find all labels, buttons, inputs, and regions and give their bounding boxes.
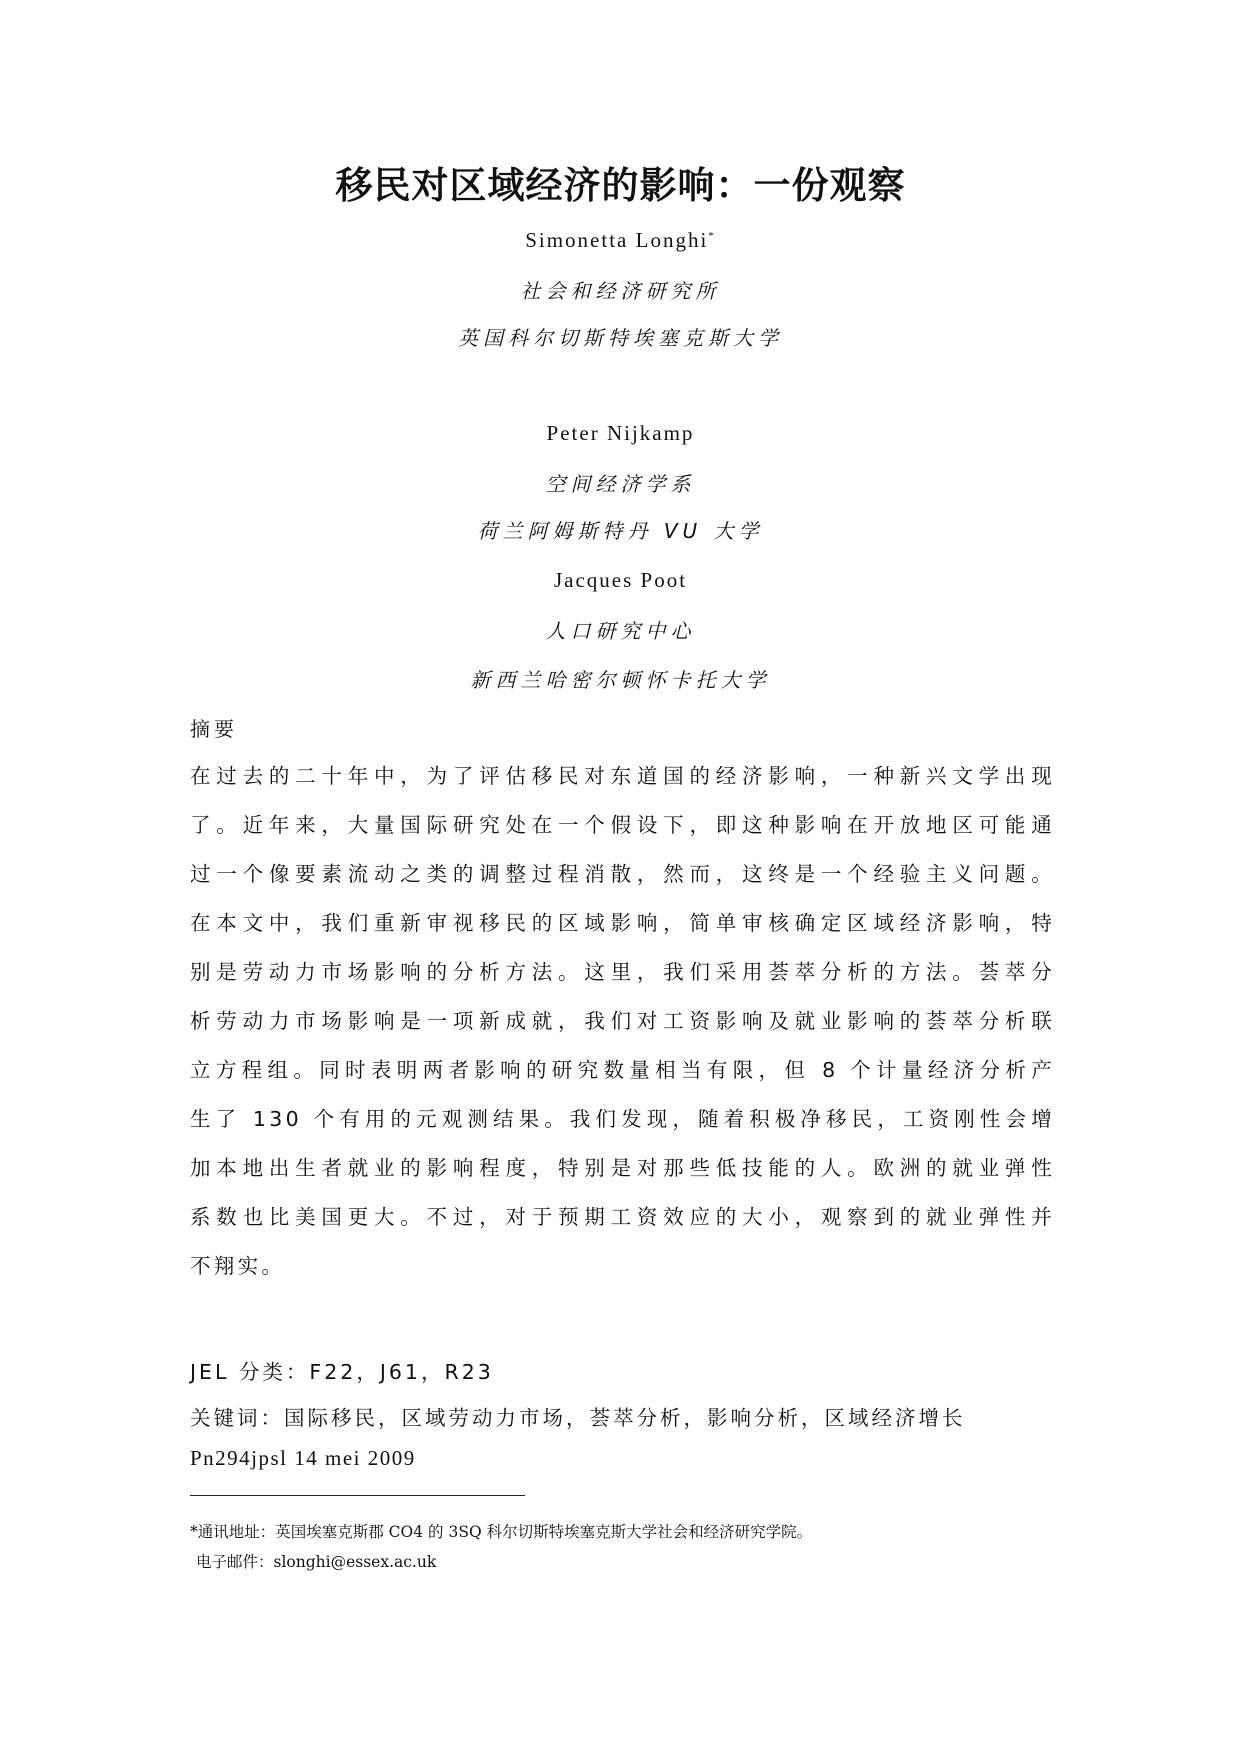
abstract-line: 别是劳动力市场影响的分析方法。这里，我们采用荟萃分析的方法。荟萃分 [190,960,1055,984]
paper-title: 移民对区域经济的影响：一份观察 [335,163,906,207]
author-1-institute: 社会和经济研究所 [520,279,721,303]
author-name-3: Jacques Poot [553,568,688,592]
abstract-heading: 摘要 [190,717,238,741]
author-name-2: Peter Nijkamp [546,421,695,445]
abstract-line: 在本文中，我们重新审视移民的区域影响，简单审核确定区域经济影响，特 [190,911,1055,935]
abstract-line: 加本地出生者就业的影响程度，特别是对那些低技能的人。欧洲的就业弹性 [190,1156,1055,1180]
author-2-university: 荷兰阿姆斯特丹 VU 大学 [477,519,764,543]
abstract-line: 立方程组。同时表明两者影响的研究数量相当有限，但 8 个计量经济分析产 [190,1058,1055,1082]
author-2-department: 空间经济学系 [545,472,696,496]
footnote-email: 电子邮件：slonghi@essex.ac.uk [196,1553,437,1571]
abstract-line: 析劳动力市场影响是一项新成就，我们对工资影响及就业影响的荟萃分析联 [190,1009,1055,1033]
abstract-body [190,752,1055,1291]
jel-classification: JEL 分类：F22，J61，R23 [190,1360,494,1384]
abstract-line: 系数也比美国更大。不过，对于预期工资效应的大小，观察到的就业弹性并 [190,1205,1055,1229]
author-1-university: 英国科尔切斯特埃塞克斯大学 [458,326,783,350]
date-line: Pn294jpsl 14 mei 2009 [190,1446,416,1470]
abstract-line: 在过去的二十年中，为了评估移民对东道国的经济影响，一种新兴文学出现 [190,764,1055,788]
abstract-line: 生了 130 个有用的元观测结果。我们发现，随着积极净移民，工资刚性会增 [190,1107,1055,1131]
abstract-line: 过一个像要素流动之类的调整过程消散，然而，这终是一个经验主义问题。 [190,862,1055,886]
author-name-1: Simonetta Longhi* [525,228,716,252]
author-3-center: 人口研究中心 [545,619,696,643]
abstract-line: 不翔实。 [190,1254,286,1278]
footnote-address: *通讯地址：英国埃塞克斯郡 CO4 的 3SQ 科尔切斯特埃塞克斯大学社会和经济研究学院。 [190,1523,813,1541]
abstract-line: 了。近年来，大量国际研究处在一个假设下，即这种影响在开放地区可能通 [190,813,1055,837]
author-3-university: 新西兰哈密尔顿怀卡托大学 [470,668,771,692]
footnote-marker: * [708,230,716,242]
keywords: 关键词：国际移民，区域劳动力市场，荟萃分析，影响分析，区域经济增长 [190,1406,966,1430]
footnote-divider [190,1495,525,1496]
